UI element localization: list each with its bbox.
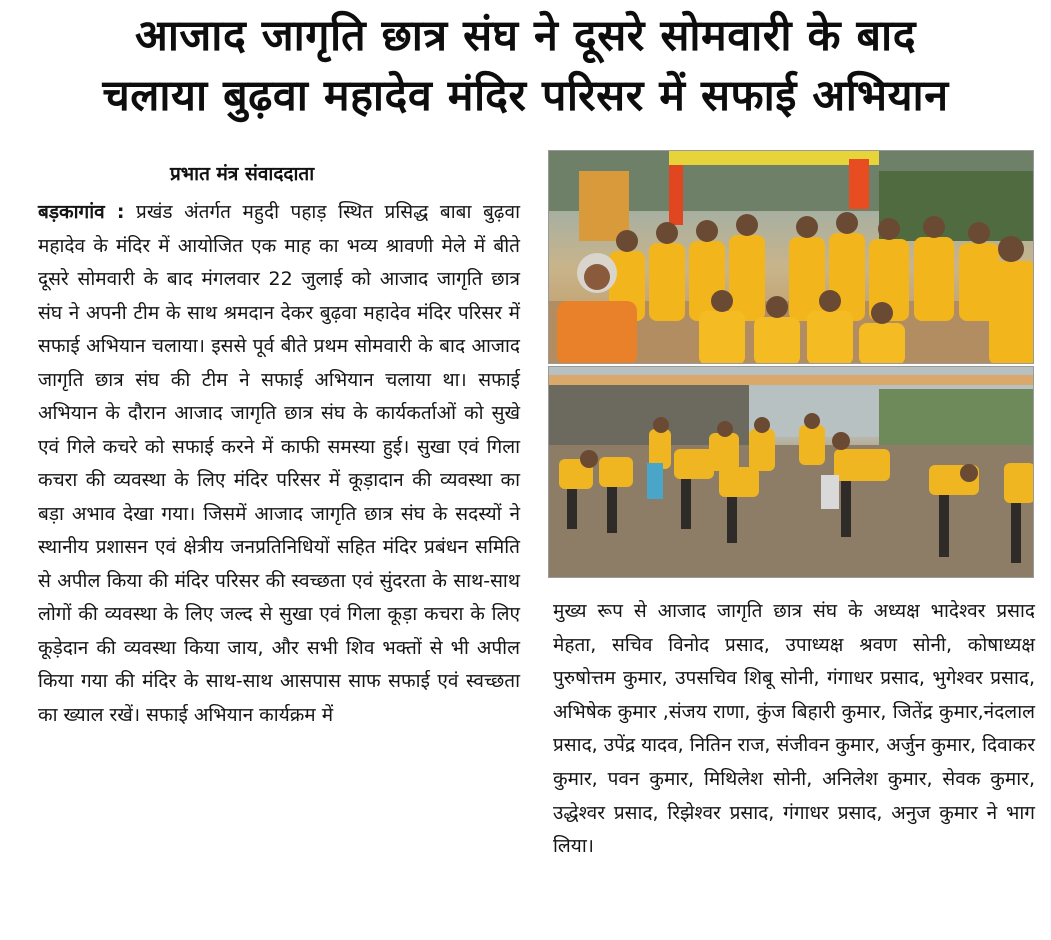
headline-line-2: चलाया बुढ़वा महादेव मंदिर परिसर में सफाई अभियान — [102, 71, 949, 121]
cleanup-photo — [548, 366, 1034, 578]
dateline-place: बड़कागांव : — [38, 201, 125, 223]
article-body-left: प्रखंड अंतर्गत महुदी पहाड़ स्थित प्रसिद्ध बाबा बुढ़वा महादेव के मंदिर में आयोजित एक माह का भव्य श्रावणी मेले में बीते दूसरे सोमवारी के बाद मंगलवार 22 जुलाई को आजाद जागृति छात्र संघ ने अपनी टीम के साथ श्रमदान देकर बुढ़वा महादेव मंदिर परिसर में सफाई अभियान चलाया। इससे पूर्व बीते प्रथम सोमवारी के बाद आजाद जागृति छात्र संघ की टीम ने सफाई अभियान चलाया था। सफाई अभियान के दौरान आजाद जागृति छात्र संघ के कार्यकर्ताओं को सुखे एवं गिले कचरे को सफाई करने में काफी समस्या हुई। सुखा एवं गिला कचरा की व्यवस्था के लिए मंदिर परिसर में कूड़ादान की व्यवस्था का बड़ा अभाव देखा गया। जिसमें आजाद जागृति छात्र संघ के सदस्यों ने स्थानीय प्रशासन एवं क्षेत्रीय जनप्रतिनिधियों सहित मंदिर प्रबंधन समिति से अपील किया की मंदिर परिसर की स्वच्छता एवं सुंदरता के साथ-साथ लोगों की व्यवस्था के लिए जल्द से सुखा एवं गिला कूड़ा कचरा के लिए कूड़ेदान की व्यवस्था किया जाय, और सभी शिव भक्तों से भी अपील किया गया की मंदिर के साथ-साथ आसपास साफ सफाई एवं स्वच्छता का ख्याल रखें। सफाई अभियान कार्यक्रम में — [38, 201, 520, 726]
group-photo — [548, 150, 1034, 364]
article-column-left — [38, 196, 520, 732]
headline-line-1: आजाद जागृति छात्र संघ ने दूसरे सोमवारी के बाद — [134, 11, 917, 61]
headline — [0, 6, 1051, 126]
group-photo-drawing — [549, 151, 1034, 364]
cleanup-photo-drawing — [549, 367, 1034, 578]
byline: प्रभात मंत्र संवाददाता — [170, 163, 315, 185]
article-column-right: मुख्य रूप से आजाद जागृति छात्र संघ के अध्यक्ष भादेश्वर प्रसाद मेहता, सचिव विनोद प्रसाद, उपाध्यक्ष श्रवण सोनी, कोषाध्यक्ष पुरुषोत्तम कुमार, उपसचिव शिबू सोनी, गंगाधर प्रसाद, भुगेश्वर प्रसाद, अभिषेक कुमार ,संजय राणा, कुंज बिहारी कुमार, जितेंद्र कुमार,नंदलाल प्रसाद, उपेंद्र यादव, नितिन राज, संजीवन कुमार, अर्जुन कुमार, दिवाकर कुमार, पवन कुमार, मिथिलेश सोनी, अनिलेश कुमार, सेवक कुमार, उद्धेश्वर प्रसाद, रिझेश्वर प्रसाद, गंगाधर प्रसाद, अनुज कुमार ने भाग लिया। — [553, 600, 1035, 858]
